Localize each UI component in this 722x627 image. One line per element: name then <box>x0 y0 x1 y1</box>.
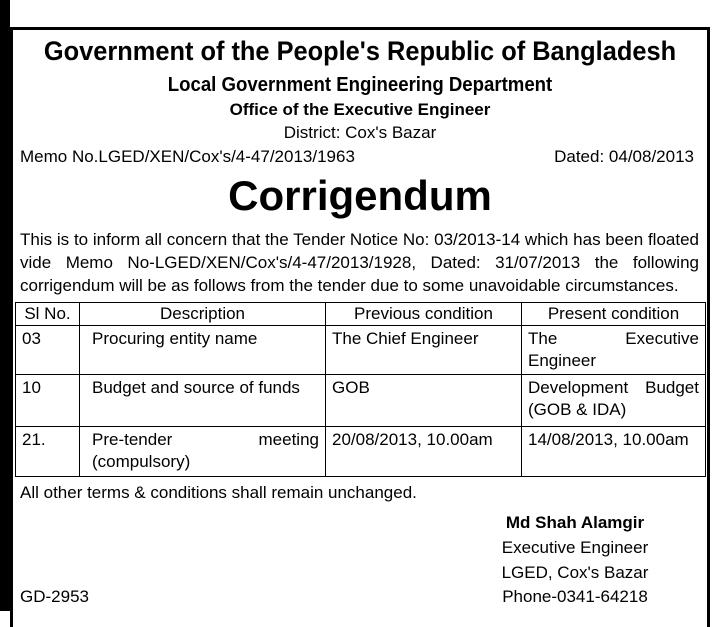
cell-present: 14/08/2013, 10.00am <box>522 427 706 477</box>
cell-previous: 20/08/2013, 10.00am <box>326 427 522 477</box>
notice-title: Corrigendum <box>228 172 492 219</box>
corrigendum-table <box>15 302 706 477</box>
signatory-designation: Executive Engineer <box>501 538 649 557</box>
col-header-description: Description <box>80 303 326 326</box>
cell-sl: 03 <box>16 326 80 375</box>
table-row <box>16 326 706 375</box>
cell-description: Budget and source of funds <box>80 375 326 427</box>
table-header-row <box>16 303 706 326</box>
government-heading: Government of the People's Republic of Bangladesh <box>43 36 677 66</box>
intro-line-2: vide Memo No-LGED/XEN/Cox's/4-47/2013/1928, Dated: 31/07/2013 the following <box>20 253 699 272</box>
office-heading: Office of the Executive Engineer <box>229 100 491 119</box>
cell-sl: 10 <box>16 375 80 427</box>
memo-date: Dated: 04/08/2013 <box>554 147 694 166</box>
cell-description: Procuring entity name <box>80 326 326 375</box>
cell-present <box>522 326 706 375</box>
signatory-name: Md Shah Alamgir <box>505 513 645 532</box>
district-line: District: Cox's Bazar <box>283 123 437 142</box>
intro-paragraph <box>20 228 699 297</box>
remain-unchanged-note: All other terms & conditions shall remain unchanged. <box>20 483 417 502</box>
cell-sl: 21. <box>16 427 80 477</box>
left-edge-bar <box>0 0 10 611</box>
gd-number: GD-2953 <box>20 587 89 606</box>
cell-present <box>522 375 706 427</box>
cell-description-text: Pre-tender meeting (compulsory) <box>92 430 319 471</box>
col-header-present: Present condition <box>522 303 706 326</box>
cell-present-text: Development Budget (GOB & IDA) <box>528 378 699 419</box>
department-heading: Local Government Engineering Department <box>167 74 553 96</box>
intro-line-3: corrigendum will be as follows from the tender due to some unavoidable circumstances. <box>20 276 679 295</box>
signatory-phone: Phone-0341-64218 <box>502 587 648 606</box>
memo-number: Memo No.LGED/XEN/Cox's/4-47/2013/1963 <box>20 147 355 166</box>
cell-description <box>80 427 326 477</box>
table-row <box>16 427 706 477</box>
signatory-organization: LGED, Cox's Bazar <box>501 563 649 582</box>
intro-line-1: This is to inform all concern that the Tender Notice No: 03/2013-14 which has been floated <box>20 230 699 249</box>
col-header-previous: Previous condition <box>326 303 522 326</box>
table-row <box>16 375 706 427</box>
cell-previous: The Chief Engineer <box>326 326 522 375</box>
cell-previous: GOB <box>326 375 522 427</box>
col-header-sl: Sl No. <box>16 303 80 326</box>
cell-present-text: The Executive Engineer <box>528 329 699 370</box>
